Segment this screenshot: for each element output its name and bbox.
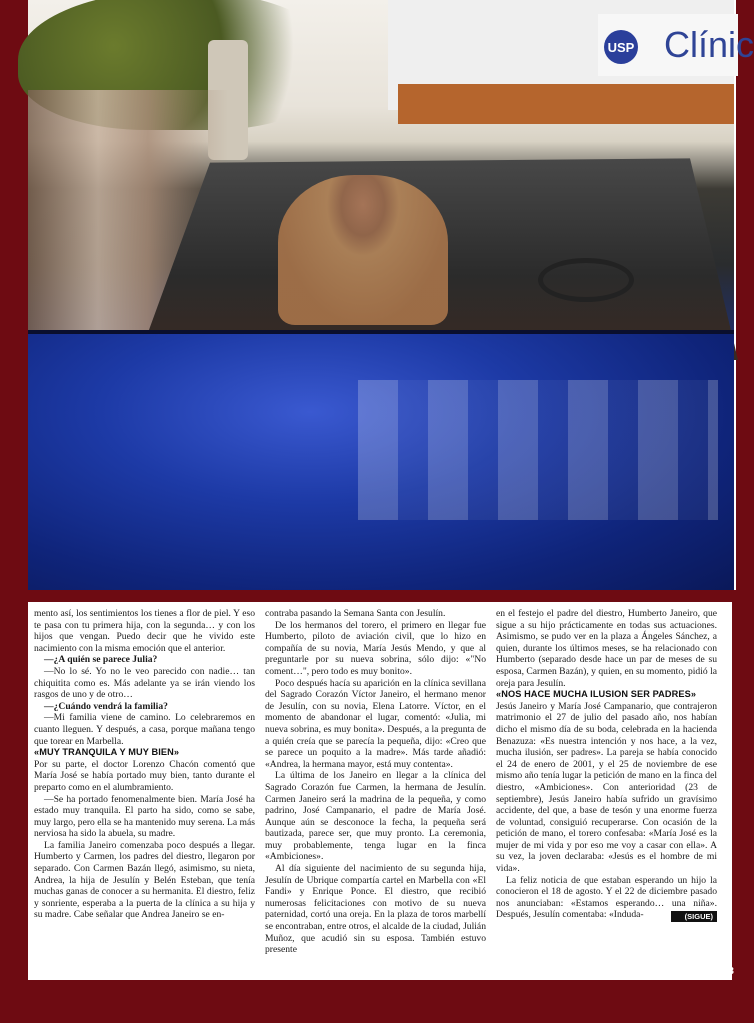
usp-logo: USP — [604, 30, 638, 64]
cover-photo — [28, 0, 754, 590]
divider-strip — [0, 590, 734, 602]
column-3 — [496, 608, 717, 980]
hood-reflection — [358, 380, 718, 520]
paragraph: —Se ha portado fenomenalmente bien. María José ha estado muy tranquila. El parto ha sido, como se sabe, muy largo, pero ella se ha mantenido muy serena. La más nerviosa ha sido la abuela, su madre. — [34, 793, 255, 840]
subheading: «MUY TRANQUILA Y MUY BIEN» — [34, 747, 180, 758]
paragraph-text: La feliz noticia de que estaban esperando un hijo la conocieron el 18 de agosto. Y el 22 de diciembre pasado nos anunciaban: «Estamos esperando… una niña». Después, Jesulín comentaba: «Induda- — [496, 874, 717, 921]
paragraph — [496, 875, 717, 921]
paragraph: en el festejo el padre del diestro, Humberto Janeiro, que sigue a su hijo prácticamente en todas sus actuaciones. Asimismo, se pudo ver en la plaza a Ángeles Sánchez, a quien, durante los últimos meses, se ha relacionado con Humberto (separado desde hace un par de meses de su esposa, Carmen Bazán), y quien, en su momento, pidió la oreja para Jesulín. — [496, 608, 717, 689]
paragraph: contraba pasando la Semana Santa con Jesulín. — [265, 608, 446, 619]
paragraph: La familia Janeiro comenzaba poco después a llegar. Humberto y Carmen, los padres del diestro, llegaron por separado. Con Carmen Bazán llegó, asimismo, su nieta, Andrea, la hija de Jesulín y Belén Esteban, que tenía muchas ganas de conocer a su hermanita. El diestro, feliz y sonriente, esperaba a la puerta de la clínica a su hija y su madre. Cabe señalar que Andrea Janeiro se en- — [34, 839, 255, 921]
steering-wheel — [538, 258, 634, 302]
paragraph: mento así, los sentimientos los tienes a flor de piel. Y eso te pasa con tu primera hija, con la segunda… y con los hijos que vengan. Puedo decir que he vivido este nacimiento con la misma emoción que el anterior. — [34, 608, 255, 654]
passenger-figure — [278, 175, 448, 325]
paragraph: La última de los Janeiro en llegar a la clínica del Sagrado Corazón fue Carmen, la hermana de Jesulín. Carmen Janeiro será la madrina de la pequeña, y como padrino, José Campanario, el padre de María José. Aunque aún se desconoce la fecha, la pequeña será bautizada, parece ser, que muy pronto. La ceremonia, muy probablemente, tenga lugar en la finca «Ambiciones». — [265, 770, 486, 863]
column-1 — [34, 608, 255, 980]
clinic-sign-text: Clínic — [664, 24, 754, 65]
paragraph: Al día siguiente del nacimiento de su segunda hija, Jesulín de Ubrique compartía cartel en Marbella con «El Fandi» y Enrique Ponce. El diestro, que recibió numerosas felicitaciones con motivo de su nueva paternidad, cortó una oreja. En la plaza de toros marbellí se encontraban, entre otros, el alcalde de la ciudad, Julián Muñoz, que acudió sin su esposa. También estuvo presente — [265, 863, 486, 956]
question: —¿A quién se parece Julia? — [44, 654, 158, 666]
awning — [398, 84, 734, 124]
subheading: «NOS HACE MUCHA ILUSION SER PADRES» — [496, 689, 697, 700]
page-number: 103 — [717, 966, 734, 977]
column-2 — [265, 608, 486, 980]
continued-badge: (SIGUE) — [671, 911, 717, 922]
paragraph: De los hermanos del torero, el primero en llegar fue Humberto, piloto de aviación civil, que lo hizo en compañía de su novia, María Jesús Mendo, y que al preguntarle por su nueva sobrina, sólo dijo: «"No coment…", pero todo es muy bonito». — [265, 619, 486, 677]
paragraph: Por su parte, el doctor Lorenzo Chacón comentó que María José se había portado muy bien, tanto durante el preparto como en el alumbramiento. — [34, 758, 255, 793]
answer: —Mi familia viene de camino. Lo celebraremos en cuanto lleguen. Y después, a casa, porque mañana tengo que torear en Marbella. — [34, 712, 255, 747]
paragraph: Poco después hacía su aparición en la clínica sevillana del Sagrado Corazón Víctor Janeiro, el hermano menor de Jesulín, con su novia, Elena Latorre. Víctor, en el momento de abandonar el lugar, comentó: «Julia, mi nueva sobrina, es muy bonita». Después, a la pregunta de a quién creía que se parecía la pequeña, dijo: «Creo que se parece un poquito a la madre». Más tarde añadió: «Andrea, la hermana mayor, está muy contenta». — [265, 677, 486, 770]
question: —¿Cuándo vendrá la familia? — [44, 700, 168, 712]
answer: —No lo sé. Yo no le veo parecido con nadie… tan chiquitita como es. Más adelante ya se irán viendo los rasgos de uno y de otro… — [34, 665, 255, 701]
article-body — [28, 602, 732, 980]
paragraph: Jesús Janeiro y María José Campanario, que contrajeron matrimonio el 27 de julio del pasado año, nos habían dicho el mismo día de su boda, celebrada en la hacienda Benazuza: «Es nuestra intención y nos hace, a la vez, mucha ilusión, ser padres». La pareja se había conocido el 24 de enero de 2001, y el 25 de noviembre de ese mismo año tenía lugar la petición de mano en la finca del diestro, «Ambiciones». Con anterioridad (23 de septiembre), Jesús Janeiro había sufrido un gravísimo accidente, del que, a base de tesón y una enorme fuerza de voluntad, consiguió recuperarse. Con ocasión de la petición de mano, el torero confesaba: «María José es la mujer de mi vida y por eso me voy a casar con ella». A su vez, la joven declaraba: «Jesús es el hombre de mi vida». — [496, 700, 717, 875]
